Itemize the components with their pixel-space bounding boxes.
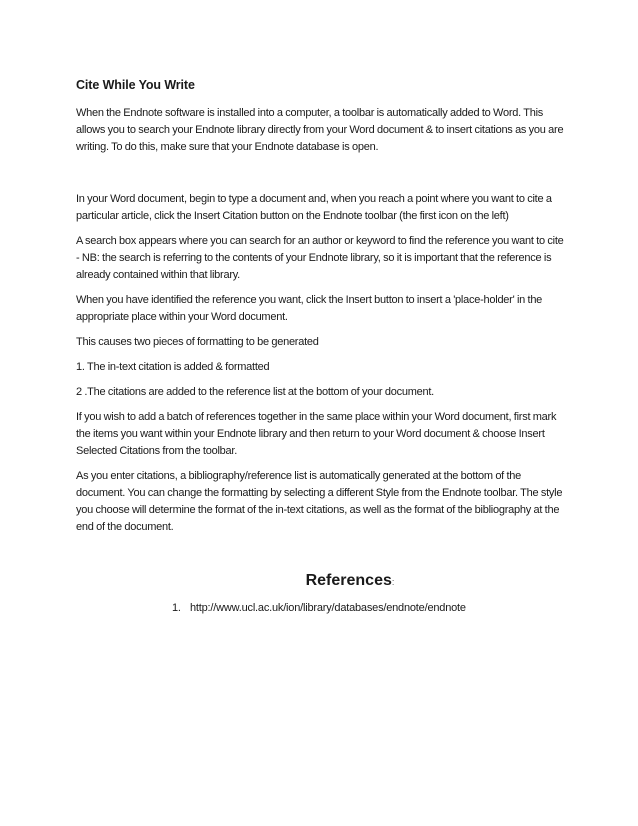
paragraph-begin-typing: In your Word document, begin to type a document and, when you reach a point where you want to cite a particular article, click the Insert Citation button on the Endnote toolbar (the first icon on the left) bbox=[76, 193, 552, 222]
references-heading bbox=[76, 572, 564, 590]
paragraph-intro: When the Endnote software is installed into a computer, a toolbar is automatically added to Word. This allows you to search your Endnote library directly from your Word document & to insert citations as you are writing. To do this, make sure that your Endnote database is open. bbox=[76, 107, 564, 153]
paragraph-bibliography: As you enter citations, a bibliography/reference list is automatically generated at the bottom of the document. You can change the formatting by selecting a different Style from the Endnote toolbar. The style you choose will determine the format of the in-text citations, as well as the format of the bibliography at the end of the document. bbox=[76, 470, 563, 533]
reference-number: 1. bbox=[172, 602, 181, 614]
document-page bbox=[76, 78, 564, 617]
reference-list bbox=[76, 600, 564, 617]
references-heading-colon: : bbox=[391, 577, 395, 587]
paragraph-step-2: 2 .The citations are added to the reference list at the bottom of your document. bbox=[76, 386, 434, 398]
references-heading-text: References bbox=[305, 572, 392, 589]
paragraph-formatting-generated: This causes two pieces of formatting to be generated bbox=[76, 336, 319, 348]
document-title: Cite While You Write bbox=[76, 78, 195, 92]
paragraph-batch-references: If you wish to add a batch of references together in the same place within your Word document, first mark the items you want within your Endnote library and then return to your Word document & choose Insert Selected Citations from the toolbar. bbox=[76, 411, 557, 457]
paragraph-search-box: A search box appears where you can search for an author or keyword to find the reference you want to cite - NB: the search is referring to the contents of your Endnote library, so it is important that the reference is already contained within that library. bbox=[76, 235, 564, 281]
paragraph-step-1: 1. The in-text citation is added & formatted bbox=[76, 361, 270, 373]
reference-item bbox=[76, 600, 564, 617]
reference-url[interactable]: http://www.ucl.ac.uk/ion/library/databases/endnote/endnote bbox=[190, 602, 466, 614]
paragraph-insert-button: When you have identified the reference you want, click the Insert button to insert a 'place-holder' in the appropriate place within your Word document. bbox=[76, 294, 543, 323]
